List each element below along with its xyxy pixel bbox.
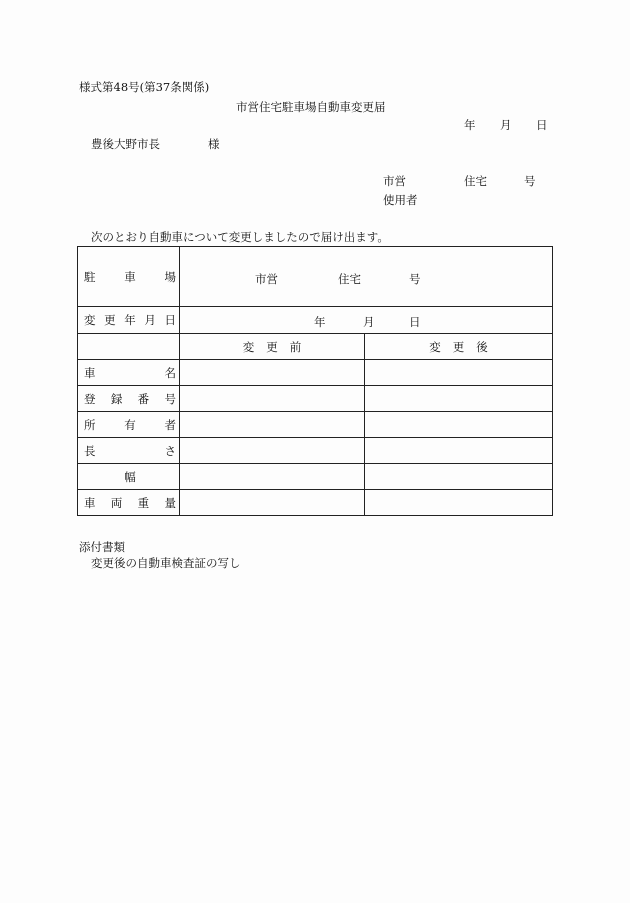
addressee-name: 豊後大野市長 [91,137,160,151]
parking-housing: 住宅 [338,272,361,286]
applicant-number: 号 [524,174,536,188]
width-after-cell[interactable] [365,464,553,490]
width-row [78,464,553,490]
date-year: 年 [464,118,476,132]
vehicle-weight-after-cell[interactable] [365,490,553,516]
attachments-heading: 添付書類 [79,540,125,554]
form-number: 様式第48号(第37条関係) [79,80,210,94]
length-after-cell[interactable] [365,438,553,464]
vehicle-name-before-cell[interactable] [180,360,365,386]
before-change-header: 変 更 前 [180,334,365,360]
change-date-year: 年 [314,315,326,329]
length-row [78,438,553,464]
width-before-cell[interactable] [180,464,365,490]
after-change-header: 変 更 後 [365,334,553,360]
owner-after-cell[interactable] [365,412,553,438]
attachments-item: 変更後の自動車検査証の写し [91,556,241,570]
change-date-month: 月 [363,315,375,329]
applicant-housing: 住宅 [464,174,487,188]
vehicle-name-label: 車 名 [78,360,180,386]
column-header-row [78,334,553,360]
registration-number-row [78,386,553,412]
change-date-row [78,307,553,334]
addressee-honorific: 様 [208,137,220,151]
vehicle-weight-label: 車 両 重 量 [78,490,180,516]
applicant-user-label: 使用者 [383,193,418,207]
vehicle-name-after-cell[interactable] [365,360,553,386]
length-label: 長 さ [78,438,180,464]
registration-number-before-cell[interactable] [180,386,365,412]
owner-label: 所 有 者 [78,412,180,438]
parking-label-cell: 駐 車 場 [78,247,180,307]
owner-row [78,412,553,438]
registration-number-after-cell[interactable] [365,386,553,412]
parking-value-cell[interactable] [180,247,553,307]
change-date-value-cell[interactable] [180,307,553,334]
parking-city: 市営 [255,272,278,286]
intro-text: 次のとおり自動車について変更しましたので届け出ます。 [91,230,389,244]
change-date-label-cell: 変 更 年 月 日 [78,307,180,334]
vehicle-weight-row [78,490,553,516]
width-label: 幅 [78,464,180,490]
date-month: 月 [500,118,512,132]
parking-number: 号 [409,272,421,286]
registration-number-label: 登 録 番 号 [78,386,180,412]
vehicle-name-row [78,360,553,386]
change-date-day: 日 [409,315,421,329]
blank-header-cell [78,334,180,360]
change-form-table [77,246,553,516]
owner-before-cell[interactable] [180,412,365,438]
applicant-city: 市営 [383,174,406,188]
length-before-cell[interactable] [180,438,365,464]
document-title: 市営住宅駐車場自動車変更届 [236,100,386,114]
date-day: 日 [536,118,548,132]
parking-row [78,247,553,307]
vehicle-weight-before-cell[interactable] [180,490,365,516]
